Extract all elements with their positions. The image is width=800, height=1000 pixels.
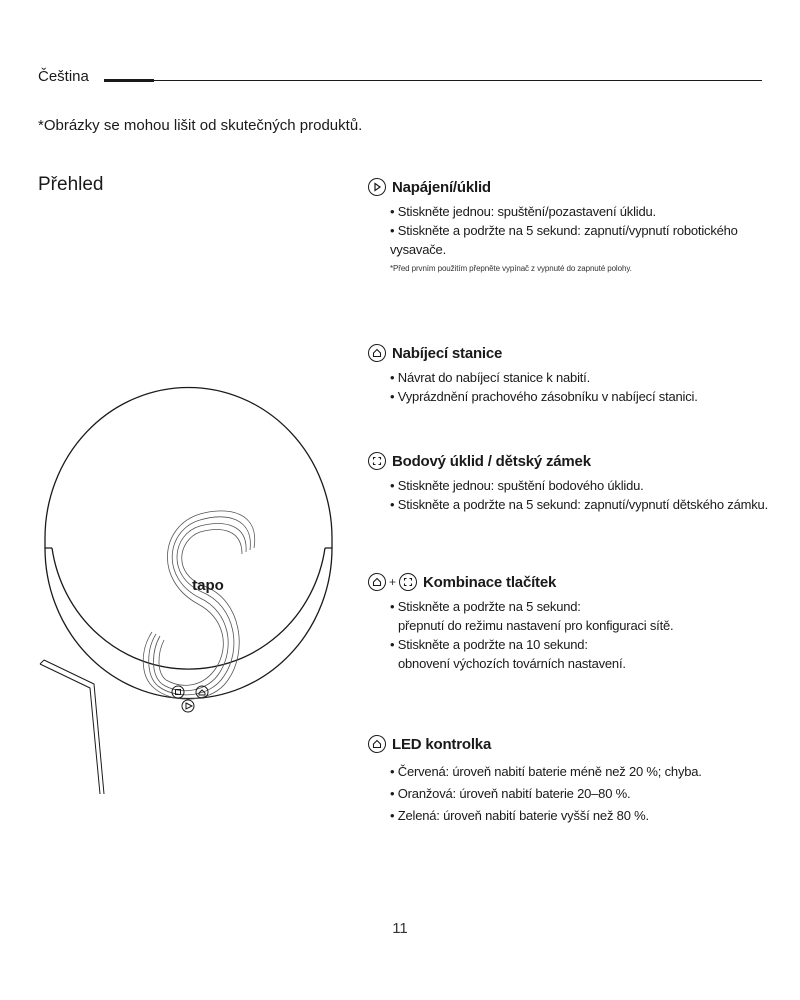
header-rule (154, 80, 762, 81)
tapo-logo: tapo (192, 577, 224, 594)
bullet: • Stiskněte jednou: spuštění bodového úklidu. (390, 478, 644, 493)
section-title: Bodový úklid / dětský zámek (392, 452, 591, 470)
plus-sign: + (389, 575, 397, 589)
page-number: 11 (392, 920, 408, 937)
bullet: vysavače. (390, 242, 447, 257)
bullet-continuation: přepnutí do režimu nastavení pro konfiguraci sítě. (398, 618, 674, 633)
home-icon (368, 573, 386, 591)
bullet: • Stiskněte a podržte na 5 sekund: zapnutí/vypnutí robotického (390, 223, 738, 238)
bullet: • Zelená: úroveň nabití baterie vyšší než 80 %. (390, 808, 649, 823)
bullet: • Červená: úroveň nabití baterie méně než 20 %; chyba. (390, 764, 702, 779)
section-title: Kombinace tlačítek (423, 573, 557, 591)
bullet: • Oranžová: úroveň nabití baterie 20–80 %. (390, 786, 631, 801)
spot-clean-icon (399, 573, 417, 591)
robot-spot-button (172, 686, 184, 698)
bullet: • Návrat do nabíjecí stanice k nabití. (390, 370, 591, 385)
section-combo (368, 571, 788, 673)
section-led (368, 733, 788, 827)
header-rule-accent (104, 79, 154, 82)
bullet-continuation: obnovení výchozích továrních nastavení. (398, 656, 626, 671)
section-title: LED kontrolka (392, 735, 492, 753)
robot-vacuum-illustration (30, 280, 350, 820)
disclaimer: *Obrázky se mohou lišit od skutečných produktů. (38, 117, 363, 134)
home-icon (368, 735, 386, 753)
section-title: Napájení/úklid (392, 178, 491, 196)
bullet: • Stiskněte a podržte na 10 sekund: (390, 637, 588, 652)
section-title: Nabíjecí stanice (392, 344, 503, 362)
bullet: • Stiskněte jednou: spuštění/pozastavení úklidu. (390, 204, 656, 219)
home-icon (368, 344, 386, 362)
power-note: *Před prvním použitím přepněte vypínač z vypnuté do zapnuté polohy. (390, 264, 632, 273)
bullet: • Stiskněte a podržte na 5 sekund: (390, 599, 581, 614)
language-label: Čeština (38, 68, 89, 85)
section-spot (368, 450, 788, 514)
section-dock (368, 342, 788, 406)
section-power (368, 176, 788, 273)
page-title: Přehled (38, 174, 104, 195)
spot-clean-icon (368, 452, 386, 470)
bullet: • Vyprázdnění prachového zásobníku v nabíjecí stanici. (390, 389, 698, 404)
play-icon (368, 178, 386, 196)
bullet: • Stiskněte a podržte na 5 sekund: zapnutí/vypnutí dětského zámku. (390, 497, 768, 512)
tapo-s-ring (143, 511, 254, 699)
